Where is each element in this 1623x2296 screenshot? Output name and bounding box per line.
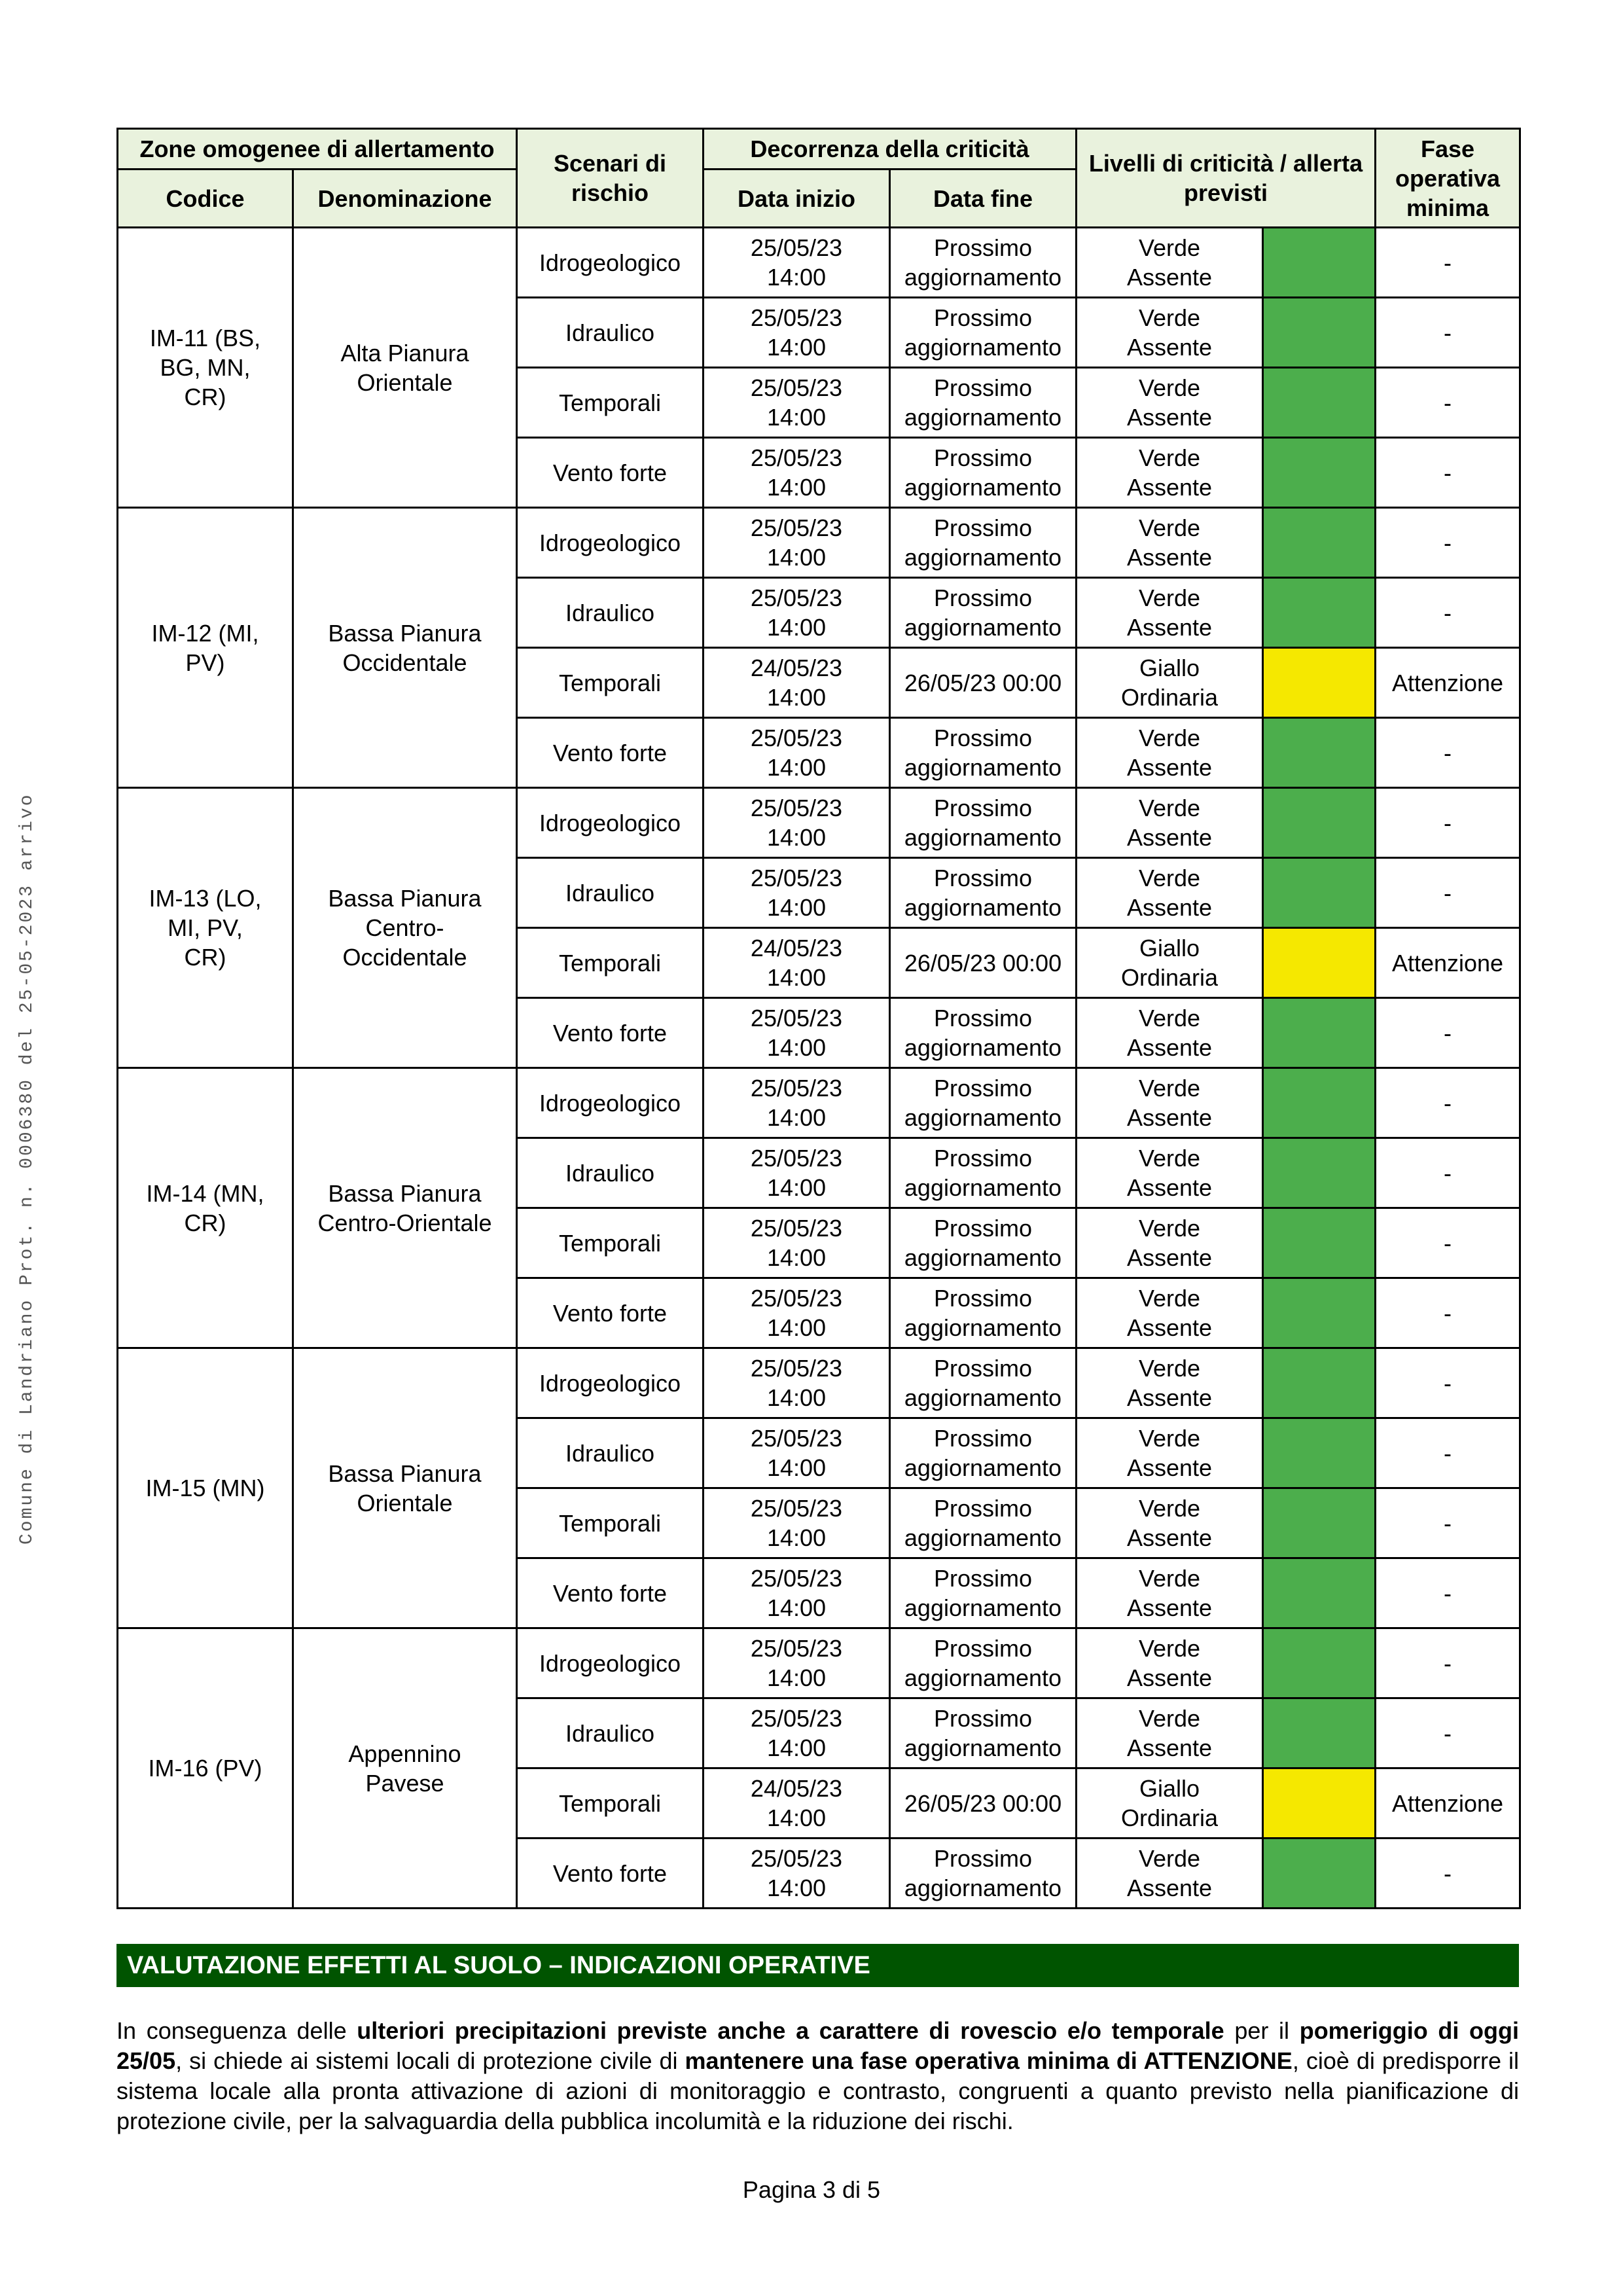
end-date-cell: Prossimo aggiornamento [890, 228, 1077, 298]
end-date-cell: Prossimo aggiornamento [890, 438, 1077, 508]
end-date-cell: Prossimo aggiornamento [890, 1208, 1077, 1278]
zone-name: Appennino Pavese [293, 1628, 517, 1909]
header-zone-group: Zone omogenee di allertamento [118, 129, 517, 170]
fase-cell: Attenzione [1376, 928, 1520, 998]
level-cell: Verde Assente [1077, 1208, 1263, 1278]
fase-cell: - [1376, 508, 1520, 578]
scenario-cell: Temporali [517, 368, 704, 438]
header-denominazione: Denominazione [293, 170, 517, 228]
scenario-cell: Idraulico [517, 1698, 704, 1768]
level-cell: Verde Assente [1077, 508, 1263, 578]
start-date-cell: 25/05/23 14:00 [704, 368, 890, 438]
scenario-cell: Temporali [517, 928, 704, 998]
fase-cell: - [1376, 1628, 1520, 1698]
paragraph-segment: per il [1224, 2017, 1300, 2044]
start-date-cell: 25/05/23 14:00 [704, 998, 890, 1068]
start-date-cell: 25/05/23 14:00 [704, 1348, 890, 1418]
fase-cell: - [1376, 718, 1520, 788]
fase-cell: - [1376, 368, 1520, 438]
level-swatch-green [1263, 368, 1376, 438]
level-swatch-green [1263, 788, 1376, 858]
level-cell: Giallo Ordinaria [1077, 928, 1263, 998]
fase-cell: - [1376, 1558, 1520, 1628]
zone-name: Bassa Pianura Occidentale [293, 508, 517, 788]
level-swatch-green [1263, 858, 1376, 928]
end-date-cell: Prossimo aggiornamento [890, 1698, 1077, 1768]
level-swatch-green [1263, 998, 1376, 1068]
end-date-cell: Prossimo aggiornamento [890, 1068, 1077, 1138]
start-date-cell: 25/05/23 14:00 [704, 298, 890, 368]
end-date-cell: Prossimo aggiornamento [890, 1418, 1077, 1488]
fase-cell: Attenzione [1376, 648, 1520, 718]
start-date-cell: 25/05/23 14:00 [704, 1698, 890, 1768]
start-date-cell: 25/05/23 14:00 [704, 1558, 890, 1628]
fase-cell: - [1376, 298, 1520, 368]
start-date-cell: 25/05/23 14:00 [704, 228, 890, 298]
zone-name: Alta Pianura Orientale [293, 228, 517, 508]
start-date-cell: 25/05/23 14:00 [704, 788, 890, 858]
level-swatch-green [1263, 1839, 1376, 1909]
paragraph-bold-segment: mantenere una fase operativa minima di ATTENZIONE [685, 2047, 1293, 2074]
alert-table-body [118, 228, 1520, 1909]
level-cell: Verde Assente [1077, 228, 1263, 298]
level-swatch-green [1263, 1418, 1376, 1488]
start-date-cell: 25/05/23 14:00 [704, 1278, 890, 1348]
end-date-cell: Prossimo aggiornamento [890, 998, 1077, 1068]
alert-table [116, 128, 1521, 1909]
paragraph-segment: , si chiede ai sistemi locali di protezione civile di [175, 2047, 685, 2074]
end-date-cell: Prossimo aggiornamento [890, 718, 1077, 788]
fase-cell: - [1376, 1418, 1520, 1488]
level-swatch-yellow [1263, 648, 1376, 718]
level-swatch-yellow [1263, 1768, 1376, 1839]
level-cell: Verde Assente [1077, 718, 1263, 788]
zone-name: Bassa Pianura Centro-Occidentale [293, 788, 517, 1068]
end-date-cell: Prossimo aggiornamento [890, 788, 1077, 858]
scenario-cell: Temporali [517, 1208, 704, 1278]
level-swatch-green [1263, 438, 1376, 508]
scenario-cell: Idraulico [517, 858, 704, 928]
table-row [118, 1628, 1520, 1698]
scenario-cell: Idrogeologico [517, 1628, 704, 1698]
table-row [118, 1348, 1520, 1418]
fase-cell: - [1376, 228, 1520, 298]
fase-cell: - [1376, 788, 1520, 858]
level-swatch-green [1263, 1698, 1376, 1768]
scenario-cell: Idrogeologico [517, 1348, 704, 1418]
level-swatch-green [1263, 1278, 1376, 1348]
level-cell: Verde Assente [1077, 1839, 1263, 1909]
level-cell: Verde Assente [1077, 1138, 1263, 1208]
end-date-cell: Prossimo aggiornamento [890, 1348, 1077, 1418]
page-number: Pagina 3 di 5 [742, 2176, 881, 2203]
scenario-cell: Temporali [517, 648, 704, 718]
end-date-cell: Prossimo aggiornamento [890, 1628, 1077, 1698]
header-data-inizio: Data inizio [704, 170, 890, 228]
start-date-cell: 24/05/23 14:00 [704, 1768, 890, 1839]
level-cell: Verde Assente [1077, 1278, 1263, 1348]
fase-cell: - [1376, 1138, 1520, 1208]
fase-cell: - [1376, 998, 1520, 1068]
start-date-cell: 25/05/23 14:00 [704, 1488, 890, 1558]
start-date-cell: 24/05/23 14:00 [704, 648, 890, 718]
scenario-cell: Idrogeologico [517, 228, 704, 298]
level-swatch-green [1263, 1138, 1376, 1208]
level-swatch-green [1263, 718, 1376, 788]
end-date-cell: Prossimo aggiornamento [890, 858, 1077, 928]
end-date-cell: Prossimo aggiornamento [890, 1278, 1077, 1348]
level-cell: Verde Assente [1077, 1698, 1263, 1768]
start-date-cell: 24/05/23 14:00 [704, 928, 890, 998]
fase-cell: - [1376, 1208, 1520, 1278]
scenario-cell: Vento forte [517, 998, 704, 1068]
start-date-cell: 25/05/23 14:00 [704, 718, 890, 788]
operational-paragraph [116, 2016, 1519, 2136]
level-swatch-green [1263, 298, 1376, 368]
fase-cell: - [1376, 1348, 1520, 1418]
fase-cell: - [1376, 1488, 1520, 1558]
zone-code: IM-11 (BS, BG, MN, CR) [118, 228, 293, 508]
table-row [118, 788, 1520, 858]
table-row [118, 1068, 1520, 1138]
paragraph-segment: In conseguenza delle [116, 2017, 357, 2044]
paragraph-bold-segment: ulteriori precipitazioni previste anche a carattere di rovescio e/o temporale [357, 2017, 1224, 2044]
end-date-cell: Prossimo aggiornamento [890, 578, 1077, 648]
fase-cell: - [1376, 578, 1520, 648]
level-cell: Verde Assente [1077, 1628, 1263, 1698]
level-cell: Verde Assente [1077, 1488, 1263, 1558]
header-fase: Fase operativa minima [1376, 129, 1520, 228]
end-date-cell: 26/05/23 00:00 [890, 648, 1077, 718]
level-cell: Verde Assente [1077, 998, 1263, 1068]
end-date-cell: Prossimo aggiornamento [890, 298, 1077, 368]
scenario-cell: Vento forte [517, 1558, 704, 1628]
fase-cell: - [1376, 1839, 1520, 1909]
scenario-cell: Idraulico [517, 1138, 704, 1208]
fase-cell: - [1376, 1698, 1520, 1768]
fase-cell: - [1376, 1278, 1520, 1348]
zone-code: IM-14 (MN, CR) [118, 1068, 293, 1348]
fase-cell: Attenzione [1376, 1768, 1520, 1839]
header-decorrenza: Decorrenza della criticità [704, 129, 1077, 170]
end-date-cell: Prossimo aggiornamento [890, 368, 1077, 438]
level-cell: Verde Assente [1077, 1558, 1263, 1628]
scenario-cell: Idrogeologico [517, 508, 704, 578]
level-cell: Verde Assente [1077, 1068, 1263, 1138]
level-swatch-green [1263, 1558, 1376, 1628]
scenario-cell: Vento forte [517, 1278, 704, 1348]
start-date-cell: 25/05/23 14:00 [704, 508, 890, 578]
header-livelli: Livelli di criticità / allerta previsti [1077, 129, 1376, 228]
level-swatch-green [1263, 1068, 1376, 1138]
end-date-cell: 26/05/23 00:00 [890, 928, 1077, 998]
fase-cell: - [1376, 858, 1520, 928]
scenario-cell: Idraulico [517, 1418, 704, 1488]
start-date-cell: 25/05/23 14:00 [704, 1138, 890, 1208]
level-swatch-green [1263, 1208, 1376, 1278]
zone-code: IM-15 (MN) [118, 1348, 293, 1628]
level-cell: Verde Assente [1077, 1418, 1263, 1488]
zone-code: IM-12 (MI, PV) [118, 508, 293, 788]
start-date-cell: 25/05/23 14:00 [704, 1068, 890, 1138]
zone-code: IM-13 (LO, MI, PV, CR) [118, 788, 293, 1068]
scenario-cell: Vento forte [517, 1839, 704, 1909]
level-cell: Verde Assente [1077, 368, 1263, 438]
scenario-cell: Idraulico [517, 298, 704, 368]
scenario-cell: Vento forte [517, 438, 704, 508]
level-swatch-green [1263, 228, 1376, 298]
fase-cell: - [1376, 438, 1520, 508]
end-date-cell: 26/05/23 00:00 [890, 1768, 1077, 1839]
start-date-cell: 25/05/23 14:00 [704, 1418, 890, 1488]
paragraph-bold-segment: pomeriggio di oggi 25/05 [116, 2017, 1519, 2074]
start-date-cell: 25/05/23 14:00 [704, 438, 890, 508]
start-date-cell: 25/05/23 14:00 [704, 1628, 890, 1698]
header-data-fine: Data fine [890, 170, 1077, 228]
end-date-cell: Prossimo aggiornamento [890, 1558, 1077, 1628]
section-title: VALUTAZIONE EFFETTI AL SUOLO – INDICAZIONI OPERATIVE [116, 1944, 1519, 1987]
start-date-cell: 25/05/23 14:00 [704, 578, 890, 648]
table-row [118, 508, 1520, 578]
level-cell: Verde Assente [1077, 858, 1263, 928]
level-swatch-yellow [1263, 928, 1376, 998]
start-date-cell: 25/05/23 14:00 [704, 1208, 890, 1278]
level-cell: Verde Assente [1077, 1348, 1263, 1418]
level-swatch-green [1263, 1488, 1376, 1558]
table-row [118, 228, 1520, 298]
fase-cell: - [1376, 1068, 1520, 1138]
scenario-cell: Temporali [517, 1488, 704, 1558]
level-cell: Verde Assente [1077, 578, 1263, 648]
header-codice: Codice [118, 170, 293, 228]
scenario-cell: Idrogeologico [517, 1068, 704, 1138]
header-scenari: Scenari di rischio [517, 129, 704, 228]
level-cell: Verde Assente [1077, 788, 1263, 858]
start-date-cell: 25/05/23 14:00 [704, 858, 890, 928]
level-cell: Verde Assente [1077, 438, 1263, 508]
end-date-cell: Prossimo aggiornamento [890, 1839, 1077, 1909]
zone-name: Bassa Pianura Orientale [293, 1348, 517, 1628]
level-swatch-green [1263, 578, 1376, 648]
protocol-stamp: Comune di Landriano Prot. n. 0006380 del 25-05-2023 arrivo [17, 793, 37, 1545]
paragraph-segment: , cioè di predisporre il sistema locale alla pronta attivazione di azioni di monitoraggio e contrasto, congruenti a quanto previsto nella pianificazione di protezione civile, per la salvaguardia della pubblica incolumità e la riduzione dei rischi. [116, 2047, 1520, 2134]
level-cell: Verde Assente [1077, 298, 1263, 368]
level-swatch-green [1263, 1348, 1376, 1418]
scenario-cell: Idraulico [517, 578, 704, 648]
start-date-cell: 25/05/23 14:00 [704, 1839, 890, 1909]
level-cell: Giallo Ordinaria [1077, 1768, 1263, 1839]
scenario-cell: Idrogeologico [517, 788, 704, 858]
end-date-cell: Prossimo aggiornamento [890, 1488, 1077, 1558]
level-cell: Giallo Ordinaria [1077, 648, 1263, 718]
end-date-cell: Prossimo aggiornamento [890, 508, 1077, 578]
zone-code: IM-16 (PV) [118, 1628, 293, 1909]
end-date-cell: Prossimo aggiornamento [890, 1138, 1077, 1208]
scenario-cell: Vento forte [517, 718, 704, 788]
level-swatch-green [1263, 1628, 1376, 1698]
level-swatch-green [1263, 508, 1376, 578]
zone-name: Bassa Pianura Centro-Orientale [293, 1068, 517, 1348]
scenario-cell: Temporali [517, 1768, 704, 1839]
